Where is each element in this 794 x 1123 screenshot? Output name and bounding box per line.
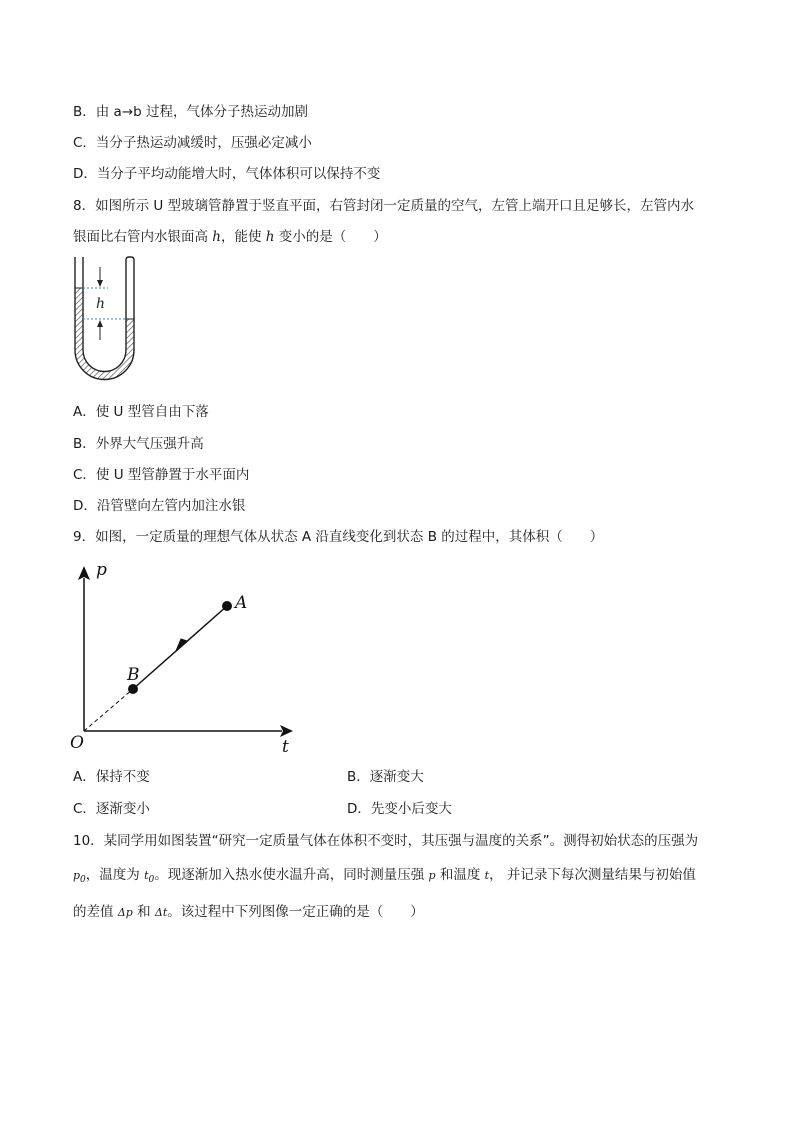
- q10-stem-line3: [73, 903, 424, 922]
- q10-text: ，温度为: [85, 867, 145, 883]
- extension-dashed-line: [84, 689, 133, 731]
- p0-symbol: $p_0$: [73, 869, 86, 886]
- q8-stem-line1: 8．如图所示 U 型玻璃管静置于竖直平面，右管封闭一定质量的空气，左管上端开口且足够长，左管内水: [73, 198, 695, 214]
- t-axis-label: t: [282, 737, 289, 757]
- q10-text: 的差值: [73, 904, 118, 920]
- q9-stem: 9．如图，一定质量的理想气体从状态 A 沿直线变化到状态 B 的过程中，其体积（ ）: [73, 529, 604, 545]
- point-b-label: B: [127, 665, 140, 685]
- point-a-label: A: [235, 593, 248, 613]
- q8-stem-text: 银面比右管内水银面高: [73, 229, 213, 245]
- p-axis-arrow-icon: [78, 566, 90, 580]
- h-label: h: [96, 296, 106, 312]
- point-a: [222, 601, 232, 611]
- q8-stem-text: 变小的是（ ）: [274, 229, 387, 245]
- q8-option-d: D．沿管壁向左管内加注水银: [73, 498, 246, 514]
- p-symbol: p: [428, 869, 436, 882]
- p-axis-label: p: [96, 560, 107, 580]
- q9-option-c: C．逐渐变小: [73, 801, 150, 817]
- q7-option-d: D．当分子平均动能增大时，气体体积可以保持不变: [73, 166, 381, 182]
- q10-text: 和: [132, 904, 155, 920]
- t-symbol: t: [484, 869, 490, 882]
- q10-text: 和温度: [435, 867, 485, 883]
- q10-stem-line2: [73, 866, 696, 889]
- q8-h-symbol: h: [212, 229, 221, 245]
- q10-text: 。该过程中下列图像一定正确的是（ ）: [167, 904, 424, 920]
- q10-text: 。现逐渐加入热水使水温升高，同时测量压强: [154, 867, 429, 883]
- point-b: [128, 684, 138, 694]
- q10-stem-line1: 10．某同学用如图装置“研究一定质量气体在体积不变时，其压强与温度的关系”。测得初始状态的压强为: [73, 833, 699, 849]
- q8-option-a: A．使 U 型管自由下落: [73, 404, 209, 420]
- q8-stem-text: ，能使: [221, 229, 266, 245]
- direction-arrow-icon: [176, 639, 187, 651]
- q7-option-b: B．由 a→b 过程，气体分子热运动加剧: [73, 104, 308, 120]
- delta-p-symbol: Δp: [117, 906, 133, 919]
- q8-option-b: B．外界大气压强升高: [73, 436, 204, 452]
- q8-h-symbol: h: [265, 229, 275, 245]
- q9-option-d: D．先变小后变大: [347, 801, 452, 817]
- t0-symbol: $t_0$: [144, 869, 155, 886]
- q7-option-c: C．当分子热运动减缓时，压强必定减小: [73, 135, 312, 151]
- q10-text: ， 并记录下每次测量结果与初始值: [489, 867, 696, 883]
- origin-label: O: [70, 733, 84, 753]
- q9-option-b: B．逐渐变大: [347, 769, 424, 785]
- q9-option-a: A．保持不变: [73, 769, 150, 785]
- delta-t-symbol: Δt: [154, 906, 168, 919]
- q8-option-c: C．使 U 型管静置于水平面内: [73, 467, 250, 483]
